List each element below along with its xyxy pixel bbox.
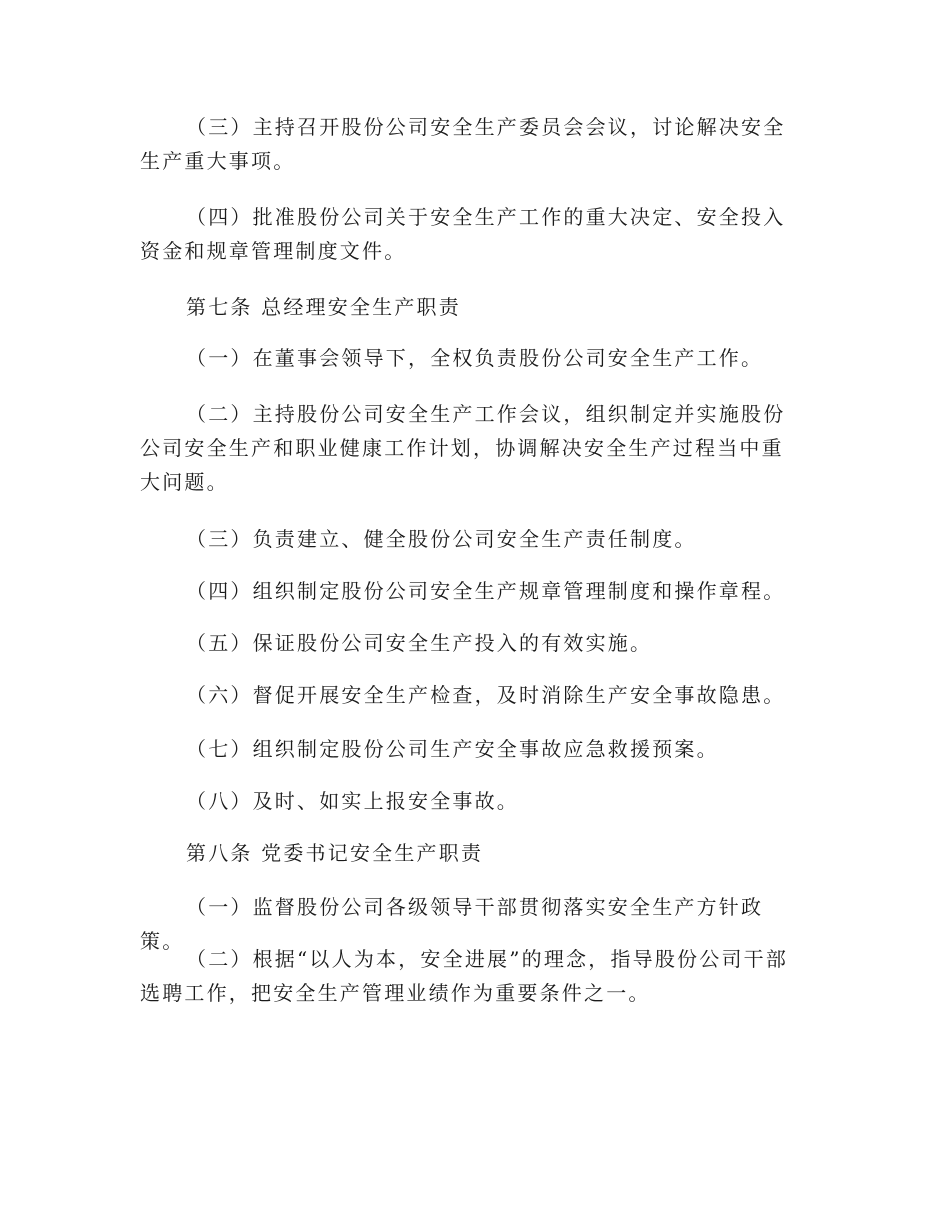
paragraph-party-2: （二）根据“以人为本，安全进展”的理念，指导股份公司干部选聘工作，把安全生产管理业绩作为重要条件之一。 — [140, 947, 789, 1005]
paragraph-gm-1: （一）在董事会领导下，全权负责股份公司安全生产工作。 — [186, 346, 764, 370]
paragraph-gm-7: （七）组织制定股份公司生产安全事故应急救援预案。 — [186, 737, 719, 761]
paragraph-gm-3: （三）负责建立、健全股份公司安全生产责任制度。 — [186, 527, 697, 551]
paragraph-gm-2: （二）主持股份公司安全生产工作会议，组织制定并实施股份公司安全生产和职业健康工作计划，协调解决安全生产过程当中重大问题。 — [140, 402, 786, 494]
paragraph-gm-4: （四）组织制定股份公司安全生产规章管理制度和操作章程。 — [186, 579, 786, 603]
paragraph-gm-8: （八）及时、如实上报安全事故。 — [186, 789, 519, 813]
paragraph-4-chairman-approve: （四）批准股份公司关于安全生产工作的重大决定、安全投入资金和规章管理制度文件。 — [140, 205, 786, 263]
paragraph-party-1: （一）监督股份公司各级领导干部贯彻落实安全生产方针政策。 — [140, 895, 764, 953]
article-7-heading: 第七条 总经理安全生产职责 — [186, 295, 461, 319]
paragraph-gm-5: （五）保证股份公司安全生产投入的有效实施。 — [186, 631, 653, 655]
paragraph-gm-6: （六）督促开展安全生产检查，及时消除生产安全事故隐患。 — [186, 683, 786, 707]
paragraph-3-chairman-committee: （三）主持召开股份公司安全生产委员会会议，讨论解决安全生产重大事项。 — [140, 115, 786, 173]
article-8-heading: 第八条 党委书记安全生产职责 — [186, 841, 484, 865]
